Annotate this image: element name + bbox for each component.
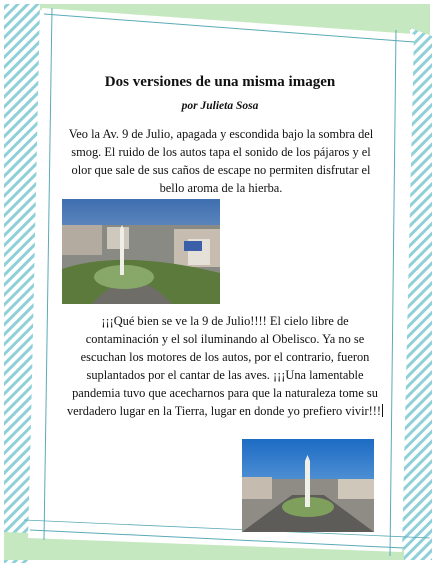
author-byline: por Julieta Sosa [181, 100, 259, 112]
avenida-9-de-julio-photo [62, 199, 220, 304]
document-title: Dos versiones de una misma imagen [104, 74, 336, 90]
document-page [60, 62, 380, 532]
paragraph-pandemic [66, 312, 384, 420]
paragraph-pandemic-text: ¡¡¡Qué bien se ve la 9 de Julio!!!! El cielo libre de contaminación y el sol iluminando al Obelisco. Ya no se escuchan los motores de los autos, por el contrario, fueron suplantados por el cantar de las aves. ¡¡¡Una lamentable pandemia tuvo que acecharnos para que la naturaleza tome su verdadero lugar en la Tierra, lugar en donde yo prefiero vivir!!! [66, 314, 382, 418]
obelisco-photo [242, 439, 374, 532]
text-cursor [382, 404, 383, 417]
paragraph-smog: Veo la Av. 9 de Julio, apagada y escondida bajo la sombra del smog. El ruido de los autos tapa el sonido de los pájaros y el olor que sale de sus caños de escape no permiten disfrutar el bello aroma de la hierba. [68, 127, 374, 195]
